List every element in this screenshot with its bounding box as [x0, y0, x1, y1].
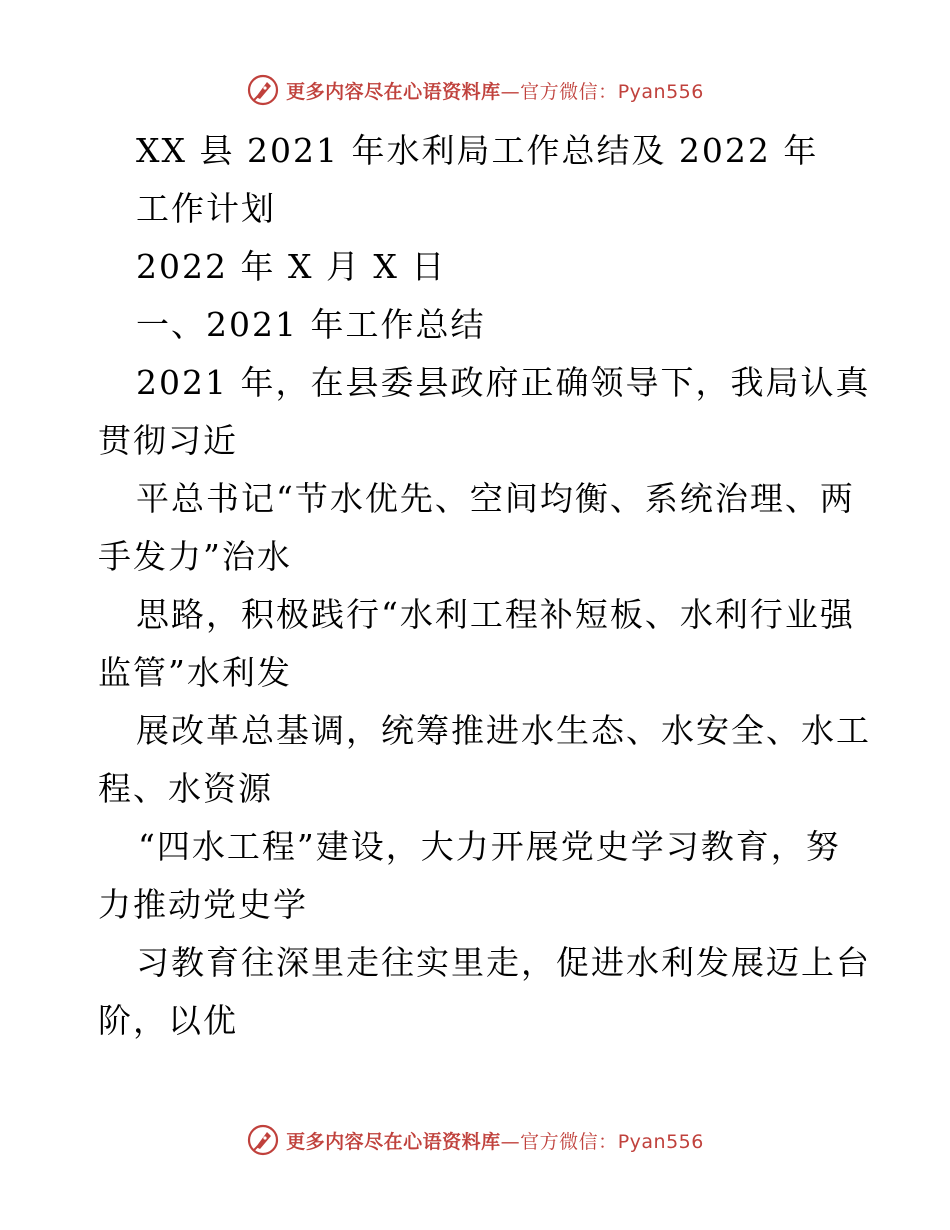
watermark-banner-bottom [0, 1120, 950, 1160]
paragraph-line: 贯彻习近 [98, 421, 238, 460]
paragraph-line: 阶，以优 [98, 1001, 238, 1040]
paragraph-line: 程、水资源 [98, 769, 273, 808]
document-body [98, 122, 871, 1050]
doc-title-line-1: XX 县 2021 年水利局工作总结及 2022 年 [136, 131, 819, 170]
watermark-id-text: Pyan556 [617, 80, 704, 103]
paragraph-line: 展改革总基调，统筹推进水生态、水安全、水工 [136, 711, 871, 750]
watermark-sub-text: 官方微信： [520, 1130, 618, 1153]
watermark-main-text: 更多内容尽在心语资料库 [286, 1130, 501, 1153]
paragraph-line: 力推动党史学 [98, 885, 308, 924]
watermark-main-text: 更多内容尽在心语资料库 [286, 80, 501, 103]
watermark-id-text: Pyan556 [617, 1130, 704, 1153]
doc-title-line-2: 工作计划 [136, 189, 276, 228]
paragraph-line: 监管”水利发 [98, 653, 292, 692]
doc-date: 2022 年 X 月 X 日 [136, 247, 447, 286]
paragraph-line: 习教育往深里走往实里走，促进水利发展迈上台 [136, 943, 871, 982]
paragraph-line: 2021 年，在县委县政府正确领导下，我局认真 [136, 363, 871, 402]
watermark-sub-text: 官方微信： [520, 80, 618, 103]
pen-nib-logo-icon [246, 73, 280, 107]
paragraph-line: 思路，积极践行“水利工程补短板、水利行业强 [136, 595, 855, 634]
paragraph-line: 手发力”治水 [98, 537, 292, 576]
paragraph-line: 平总书记“节水优先、空间均衡、系统治理、两 [136, 479, 855, 518]
section-heading: 一、2021 年工作总结 [136, 305, 486, 344]
watermark-dash: — [500, 1130, 521, 1153]
pen-nib-logo-icon [246, 1123, 280, 1157]
watermark-dash: — [500, 80, 521, 103]
paragraph-line: “四水工程”建设，大力开展党史学习教育，努 [138, 827, 841, 866]
watermark-banner-top [0, 70, 950, 110]
